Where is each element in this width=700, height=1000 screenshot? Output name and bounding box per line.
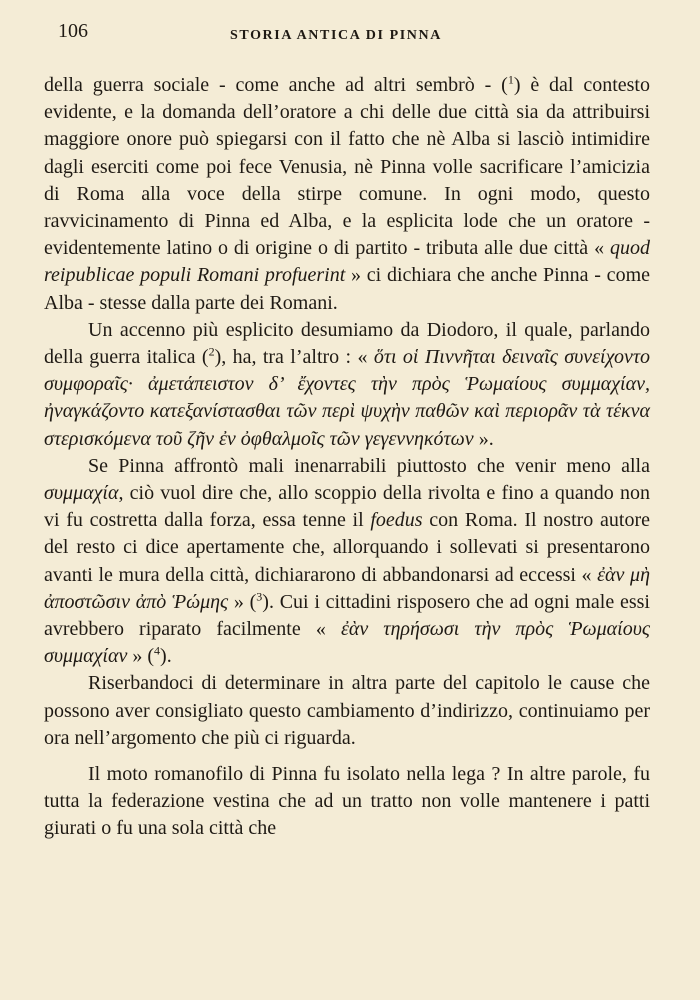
paragraph-5: [44, 761, 650, 843]
footnote-ref-1: 1: [507, 72, 514, 87]
text: ».: [473, 427, 494, 450]
text: Riserbandoci di determinare in altra parte del capitolo le cause che possono aver consigliato questo cambiamento d’indirizzo, continuiamo per ora nell’argomento che più ci riguarda.: [44, 672, 650, 749]
text: ), ha, tra l’altro : «: [214, 346, 374, 369]
text: » (: [127, 645, 155, 668]
page-number: 106: [58, 20, 88, 42]
footnote-ref-4: 4: [154, 643, 161, 658]
text: della guerra sociale - come anche ad altri sembrò - (: [44, 74, 508, 96]
greek-word: συμμαχία: [44, 482, 119, 505]
paragraph-4: [44, 670, 650, 752]
paragraph-3: [44, 453, 650, 671]
text: , ciò vuol dire che, allo scoppio della rivolta e fino a quando non vi fu costretta dalla forza, essa tenne il: [44, 482, 650, 532]
paragraph-2: [44, 317, 650, 453]
page-header: [58, 20, 642, 48]
text: » (: [228, 590, 257, 613]
footnote-ref-2: 2: [208, 344, 215, 359]
text: Se Pinna affrontò mali inenarrabili piuttosto che venir meno alla: [88, 454, 650, 477]
greek-quote: ὅτι οἱ Πιννῆται δειναῖς συνείχοντο συμφοραῖς· ἀμετάπειστον δ’ ἔχοντες τὴν πρὸς Ῥωμαίους συμμαχίαν, ἠναγκάζοντο κατεξανίστασθαι τῶν περὶ ψυχὴν παθῶν καὶ περιορᾶν τὰ τέκνα στερισκόμενα τοῦ ζῆν ἐν ὀφθαλμοῖς τῶν γεγεννηκότων: [44, 346, 650, 450]
text: Il moto romanofilo di Pinna fu isolato nella lega ? In altre parole, fu tutta la federazione vestina che ad un tratto non volle mantenere i patti giurati o fu una sola città che: [44, 763, 650, 840]
latin-word: foedus: [370, 509, 423, 532]
latin-quote: quod reipublicae populi Romani profuerint: [44, 237, 650, 287]
text: » ci dichiara che anche Pinna - come Alba - stesse dalla parte dei Romani.: [44, 264, 650, 314]
text: Un accenno più esplicito desumiamo da Diodoro, il quale, parlando della guerra italica (: [44, 318, 650, 369]
paragraph-1: [44, 72, 650, 317]
footnote-ref-3: 3: [256, 589, 263, 604]
greek-quote: ἐὰν τηρήσωσι τὴν πρὸς Ῥωμαίους συμμαχίαν: [44, 618, 650, 668]
greek-quote: ἐὰν μὴ ἀποστῶσιν ἀπὸ Ῥώμης: [44, 563, 650, 613]
text: ) è dal contesto evidente, e la domanda dell’oratore a chi delle due città sia da attribuirsi maggiore onore può spiegarsi con il fatto che nè Alba si lasciò intimidire dagli eserciti come poi fece Venusia, nè Pinna volle sacrificare l’amicizia di Roma alla voce della stirpe comune. In ogni modo, questo ravvicinamento di Pinna ed Alba, e la esplicita lode che un oratore - evidentemente latino o di origine o di partito - tributa alle due città «: [44, 74, 650, 260]
page-body: [44, 72, 650, 843]
text: ). Cui i cittadini risposero che ad ogni male essi avrebbero riparato facilmente «: [44, 590, 650, 641]
text: ).: [160, 645, 172, 668]
running-title: STORIA ANTICA DI PINNA: [230, 28, 442, 43]
text: con Roma. Il nostro autore del resto ci dice apertamente che, allorquando i sollevati si presentarono avanti le mura della città, dichiararono di abbandonarsi ad eccessi «: [44, 509, 650, 586]
